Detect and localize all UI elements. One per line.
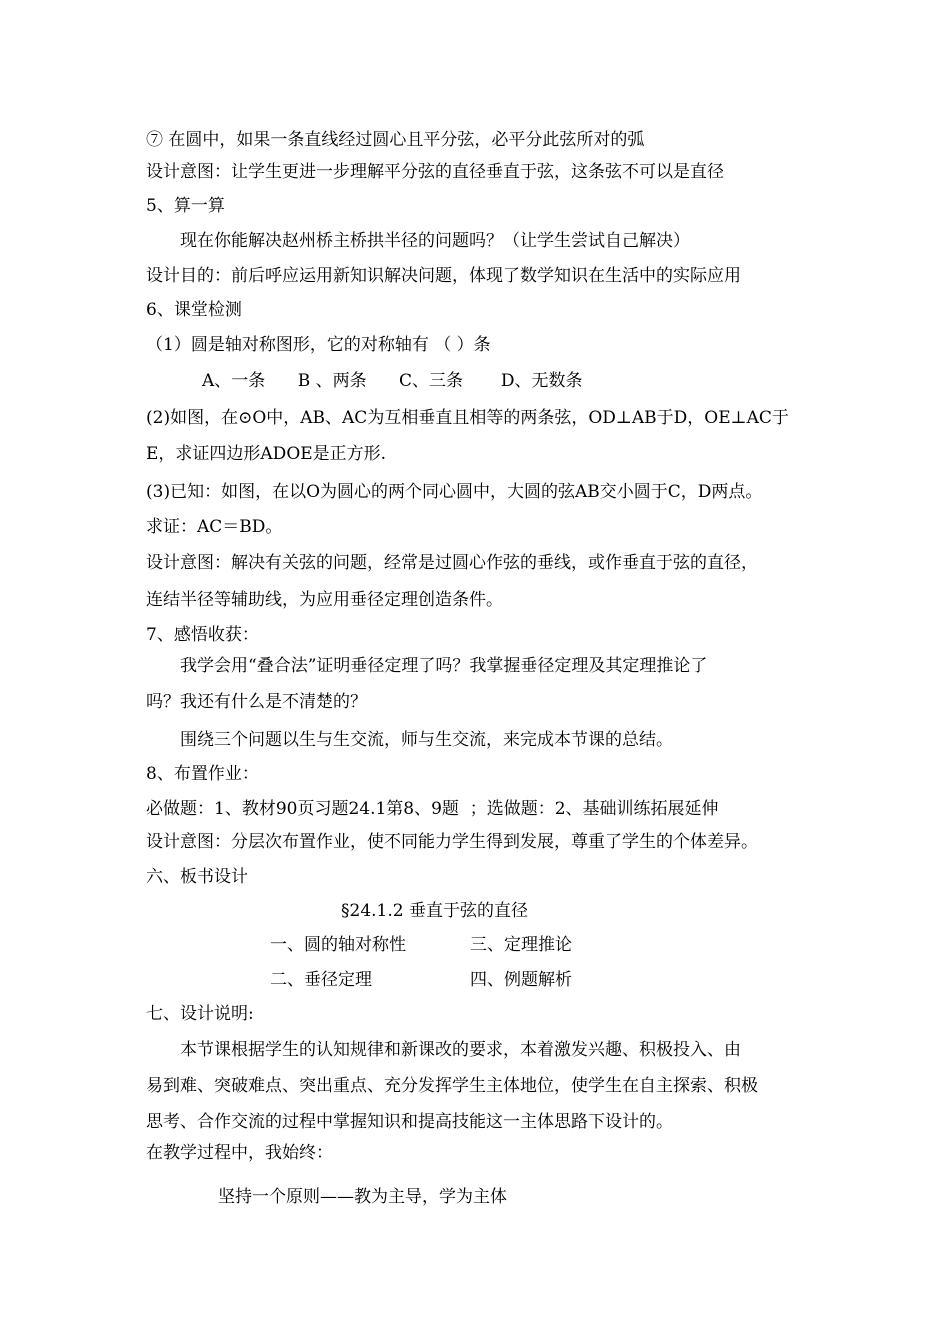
answer-options: A、一条 B 、两条 C、三条 D、无数条 (202, 371, 583, 391)
board-item: 四、例题解析 (470, 970, 572, 990)
text-line: 必做题：1、教材90页习题24.1第8、9题 ；选做题：2、基础训练拓展延伸 (146, 799, 719, 819)
text-line: 现在你能解决赵州桥主桥拱半径的问题吗？（让学生尝试自己解决） (180, 231, 690, 251)
question-line: E，求证四边形ADOE是正方形. (146, 444, 387, 464)
section-heading: 7、感悟收获： (146, 625, 259, 645)
question-line: (3)已知：如图，在以O为圆心的两个同心圆中，大圆的弦AB交小圆于C，D两点。 (146, 482, 763, 502)
text-line: 我学会用“叠合法”证明垂径定理了吗？我掌握垂径定理及其定理推论了 (180, 656, 708, 676)
text-line: 连结半径等辅助线，为应用垂径定理创造条件。 (146, 590, 503, 610)
text-line: 易到难、突破难点、突出重点、充分发挥学生主体地位，使学生在自主探索、积极 (146, 1076, 758, 1096)
text-line: 设计目的：前后呼应运用新知识解决问题，体现了数学知识在生活中的实际应用 (146, 266, 741, 286)
text-line: 设计意图：分层次布置作业，使不同能力学生得到发展，尊重了学生的个体差异。 (146, 832, 758, 852)
section-heading: 六、板书设计 (146, 867, 248, 887)
text-line: 在教学过程中，我始终： (146, 1143, 333, 1163)
text-line: 设计意图：让学生更进一步理解平分弦的直径垂直于弦，这条弦不可以是直径 (146, 162, 724, 182)
text-line: 吗？我还有什么是不清楚的？ (146, 692, 367, 712)
section-heading: 七、设计说明: (146, 1004, 254, 1024)
board-item: 二、垂径定理 (270, 970, 372, 990)
board-item: 一、圆的轴对称性 (270, 935, 406, 955)
question-line: 求证：AC＝BD。 (146, 517, 283, 537)
text-line: 坚持一个原则——教为主导，学为主体 (218, 1187, 507, 1207)
text-line: ⑦ 在圆中，如果一条直线经过圆心且平分弦，必平分此弦所对的弧 (146, 130, 645, 150)
text-line: 思考、合作交流的过程中掌握知识和提高技能这一主体思路下设计的。 (146, 1112, 673, 1132)
section-heading: 6、课堂检测 (146, 300, 242, 320)
question-line: （1）圆是轴对称图形，它的对称轴有 （ ）条 (146, 335, 491, 355)
question-line: (2)如图，在⊙O中，AB、AC为互相垂直且相等的两条弦，OD⊥AB于D，OE⊥AC于 (146, 408, 789, 428)
text-line: 设计意图：解决有关弦的问题，经常是过圆心作弦的垂线，或作垂直于弦的直径， (146, 553, 758, 573)
board-item: 三、定理推论 (470, 935, 572, 955)
text-line: 围绕三个问题以生与生交流，师与生交流，来完成本节课的总结。 (180, 730, 673, 750)
section-heading: 8、布置作业： (146, 764, 259, 784)
board-title: §24.1.2 垂直于弦的直径 (341, 901, 528, 921)
section-heading: 5、算一算 (146, 196, 225, 216)
text-line: 本节课根据学生的认知规律和新课改的要求，本着激发兴趣、积极投入、由 (180, 1040, 741, 1060)
